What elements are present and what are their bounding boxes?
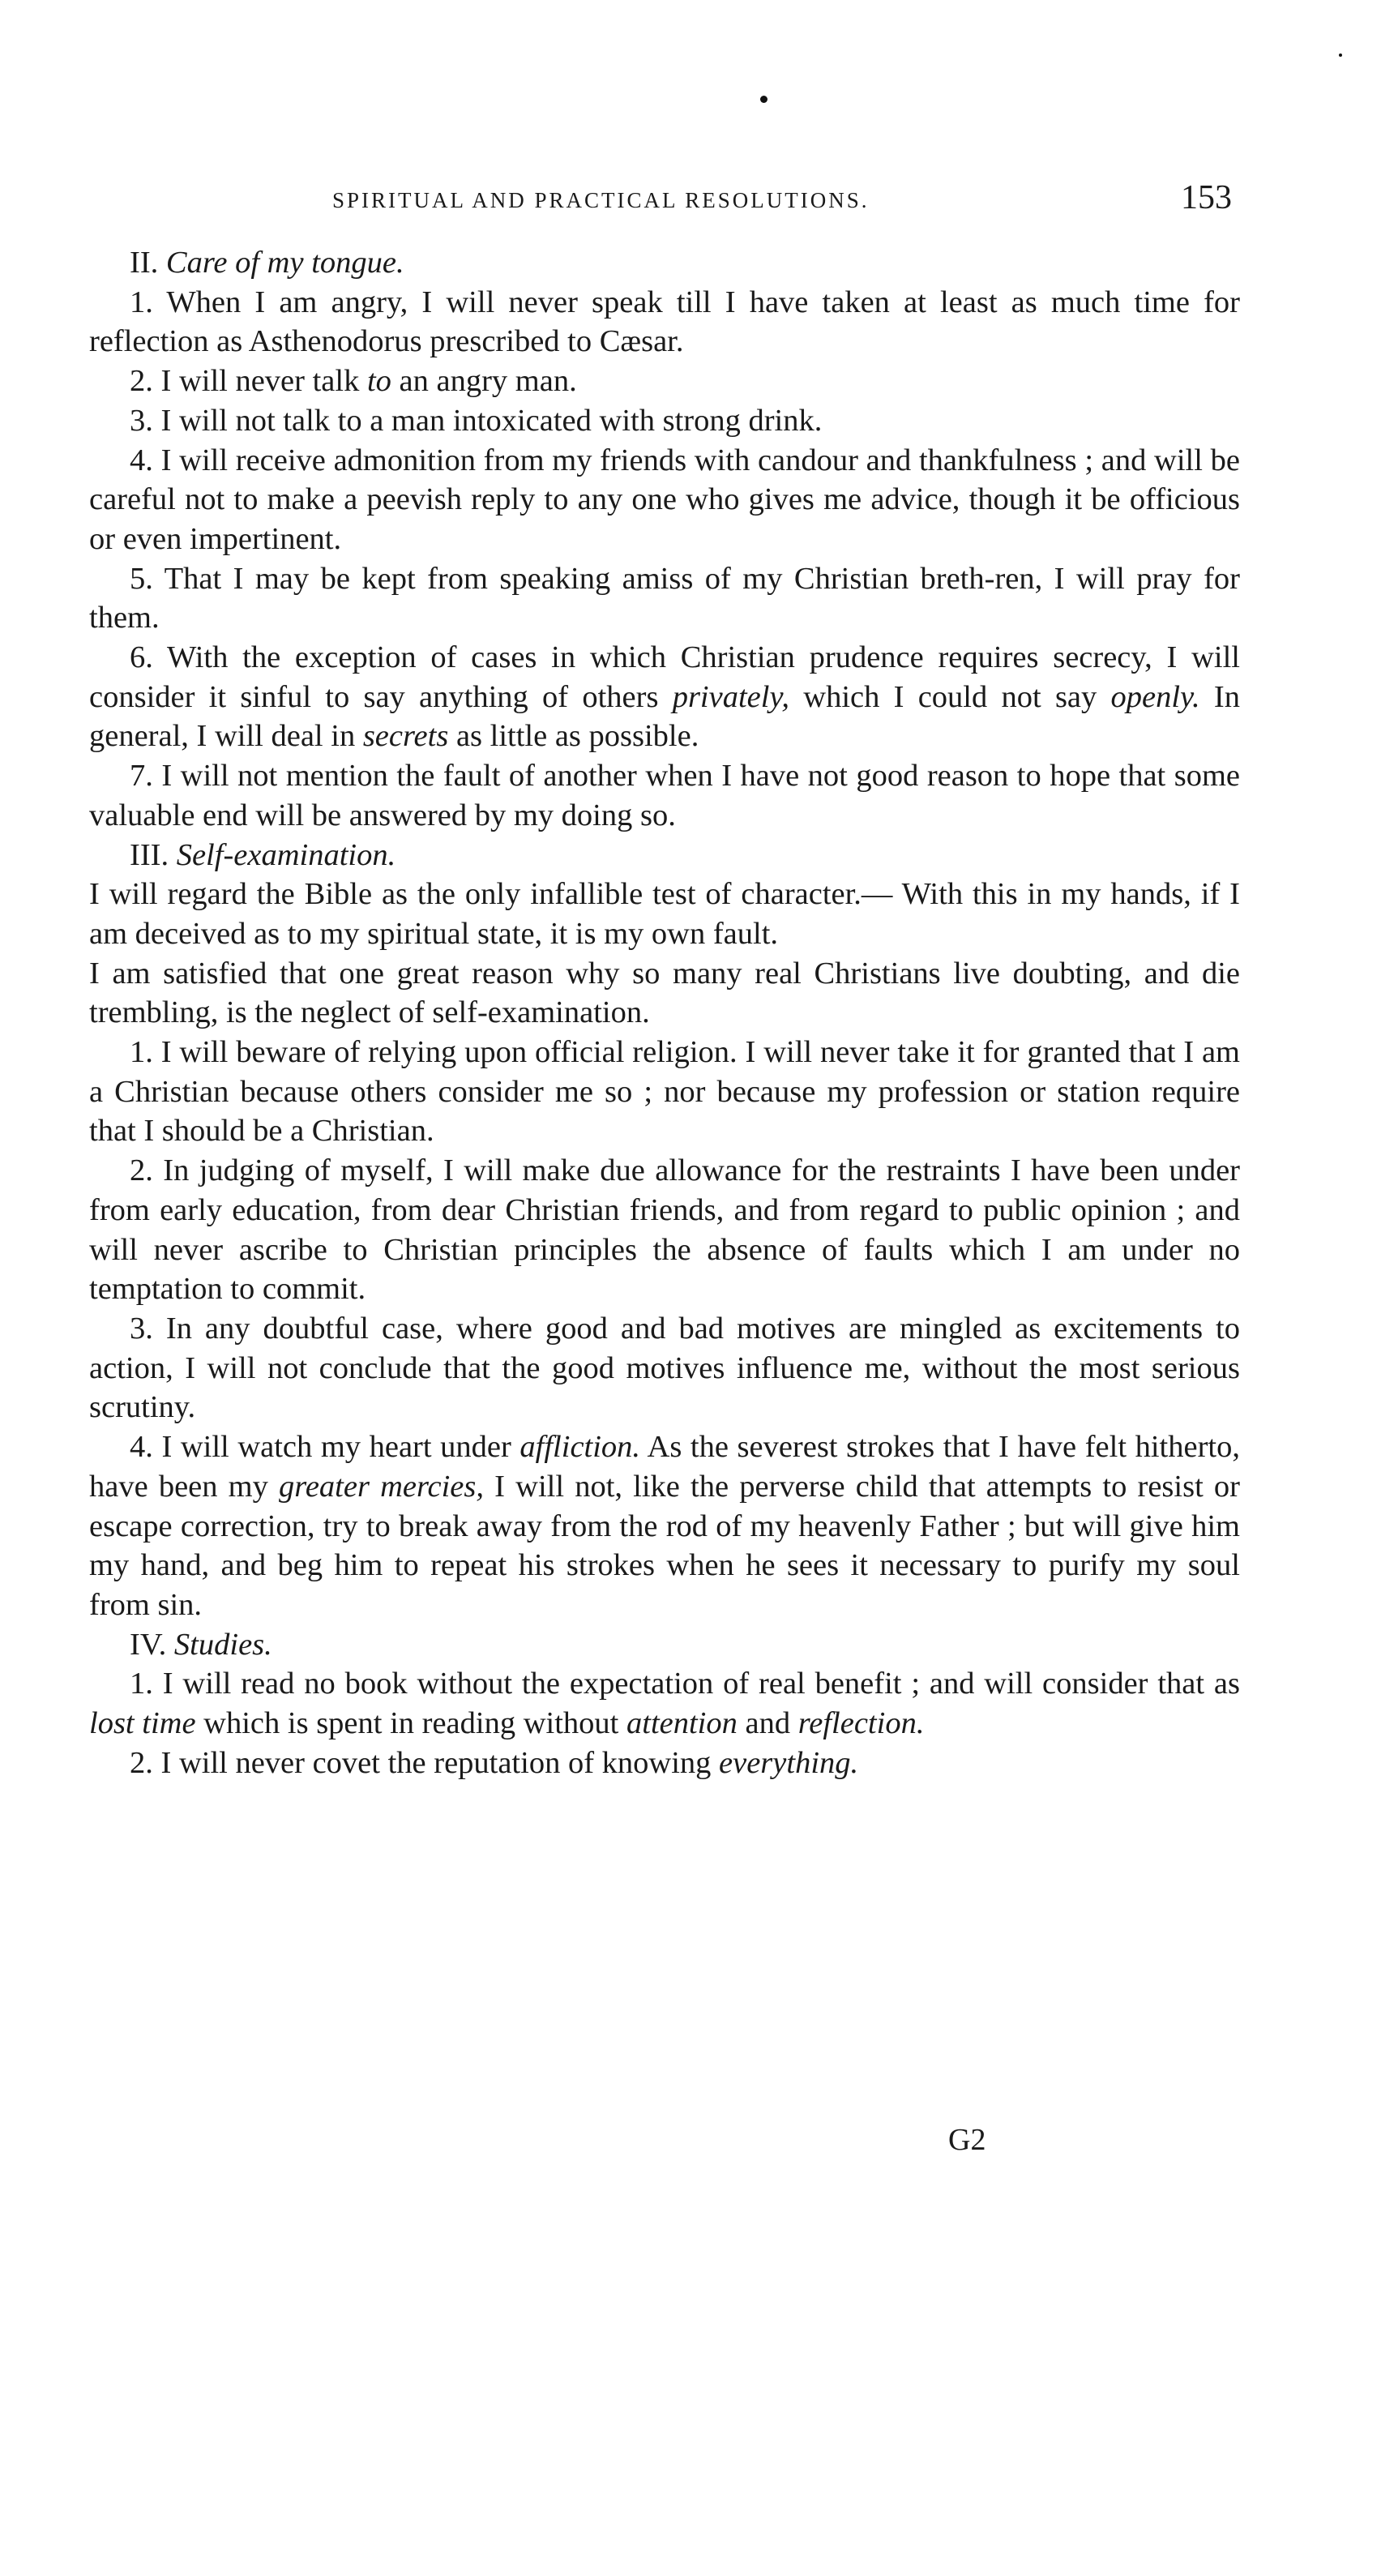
resolution-paragraph — [89, 638, 1240, 756]
section-title: Self-examination. — [176, 837, 396, 872]
section-title: Care of my tongue. — [165, 246, 404, 280]
emphasis: openly. — [1110, 679, 1200, 714]
resolution-paragraph: 3. In any doubtful case, where good and bad motives are mingled as excitements to action, I will not conclude that the good motives influence me, without the most serious scrutiny. — [89, 1311, 1240, 1425]
intro-paragraph: I am satisfied that one great reason why so many real Christians live doubting, and die trembling, is the neglect of self-examination. — [89, 956, 1240, 1030]
text-run: an angry man. — [391, 364, 577, 399]
body-text — [89, 243, 1240, 1782]
resolution-paragraph — [89, 362, 1240, 401]
running-title: SPIRITUAL AND PRACTICAL RESOLUTIONS. — [332, 188, 870, 212]
running-head — [89, 178, 1232, 227]
text-run: 2. I will never covet the reputation of knowing — [130, 1745, 720, 1780]
section-numeral: III. — [130, 837, 169, 872]
resolution-paragraph: 3. I will not talk to a man intoxicated with strong drink. — [130, 403, 823, 438]
emphasis: affliction. — [519, 1430, 641, 1465]
resolution-paragraph: 2. In judging of myself, I will make due allowance for the restraints I have been under from early education, from dear Christian friends, and from regard to public opinion ; and will never ascribe to Christian principles the absence of faults which I am under no temptation to commit. — [89, 1153, 1240, 1307]
emphasis: privately, — [672, 679, 790, 714]
text-run: 1. I will read no book without the expectation of real benefit ; and will consider that as — [130, 1667, 1240, 1701]
text-run: and — [737, 1706, 798, 1741]
section-heading-self-examination — [89, 836, 1240, 875]
text-run: As the severest strokes that I have felt hitherto, have been my — [89, 1430, 1240, 1504]
text-run: I will not, like the perverse child that attempts to resist or escape correction, try to break away from the rod of my heavenly Father ; but will give him my hand, and beg him to repeat his strokes when he sees it necessary to purify my soul from sin. — [89, 1469, 1240, 1622]
text-run: which is spent in reading without — [195, 1706, 626, 1741]
emphasis: attention — [626, 1706, 738, 1741]
emphasis: everything. — [719, 1745, 859, 1780]
resolution-paragraph — [89, 1744, 1240, 1783]
emphasis: to — [366, 364, 391, 399]
text-run: 4. I will watch my heart under — [130, 1430, 520, 1465]
signature-mark: G2 — [948, 2123, 986, 2157]
resolution-paragraph: 1. I will beware of relying upon official religion. I will never take it for granted that I am a Christian because others consider me so ; nor because my profession or station require that I should be a Christian. — [89, 1035, 1240, 1149]
resolution-paragraph — [89, 1664, 1240, 1743]
ink-speck — [1339, 53, 1342, 57]
section-numeral: IV. — [130, 1627, 167, 1662]
section-title: Studies. — [173, 1627, 272, 1662]
resolution-paragraph: 5. That I may be kept from speaking amiss of my Christian breth-ren, I will pray for them. — [89, 561, 1240, 635]
ink-speck — [760, 96, 767, 103]
resolution-paragraph — [89, 1427, 1240, 1625]
emphasis: reflection. — [797, 1706, 925, 1741]
emphasis: lost time — [89, 1706, 196, 1741]
page-number: 153 — [1181, 179, 1232, 216]
text-run: In general, I will deal in — [89, 679, 1240, 754]
emphasis: greater mercies, — [279, 1469, 485, 1504]
section-heading-tongue — [89, 243, 1240, 283]
section-heading-studies — [89, 1625, 1240, 1665]
text-run: as little as possible. — [448, 719, 699, 754]
resolution-paragraph: 4. I will receive admonition from my friends with candour and thankfulness ; and will be careful not to make a peevish reply to any one who gives me advice, though it be officious or even impertinent. — [89, 443, 1240, 556]
text-run: which I could not say — [789, 679, 1111, 714]
resolution-paragraph: 1. When I am angry, I will never speak till I have taken at least as much time for reflection as Asthenodorus prescribed to Cæsar. — [89, 285, 1240, 359]
intro-paragraph: I will regard the Bible as the only infallible test of character.— With this in my hands, if I am deceived as to my spiritual state, it is my own fault. — [89, 877, 1240, 951]
section-numeral: II. — [130, 246, 159, 280]
text-run: 6. With the exception of cases in which Christian prudence requires secrecy, I will consider it sinful to say anything of others — [89, 640, 1240, 714]
emphasis: secrets — [362, 719, 449, 754]
resolution-paragraph: 7. I will not mention the fault of another when I have not good reason to hope that some valuable end will be answered by my doing so. — [89, 759, 1240, 832]
text-run: 2. I will never talk — [130, 364, 367, 399]
